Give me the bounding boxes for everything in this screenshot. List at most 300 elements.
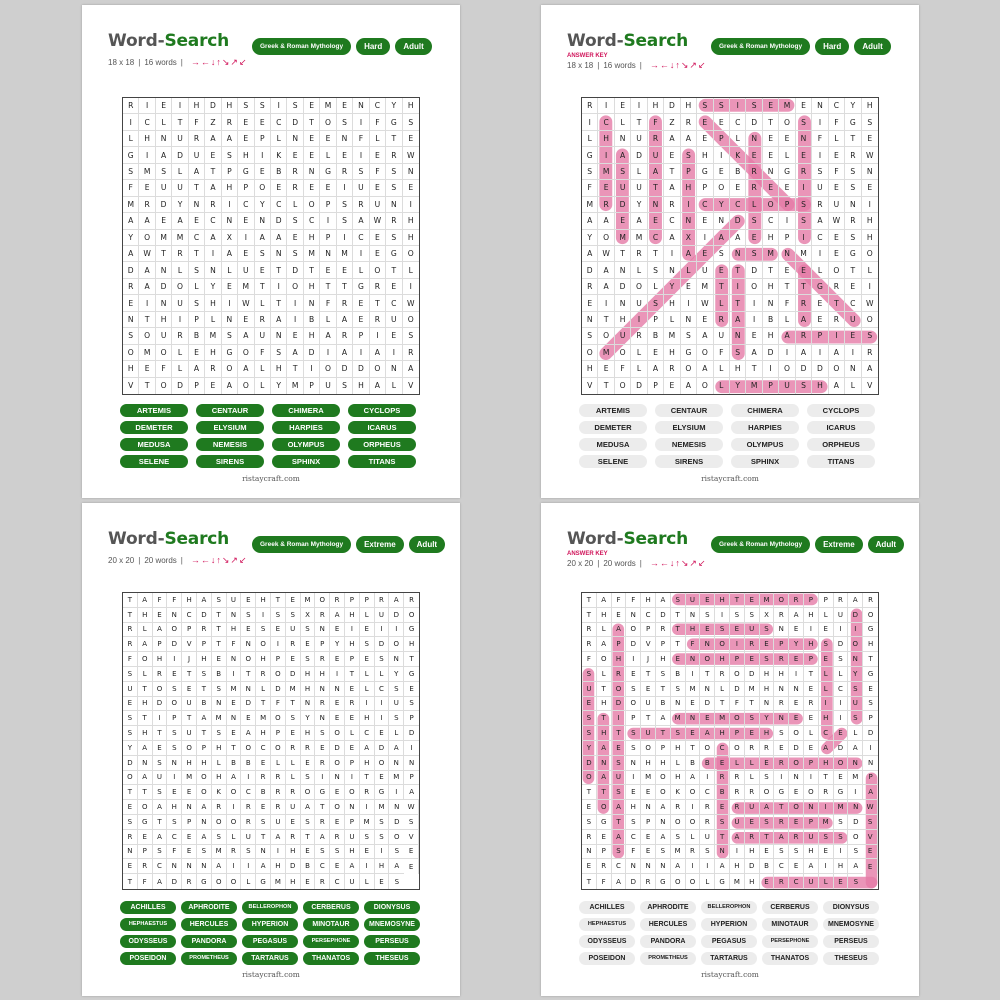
grid-cell: E [301,845,316,860]
grid-cell: E [582,800,597,815]
grid-cell: I [375,697,390,712]
grid-cell: R [182,874,197,889]
grid-cell: E [697,312,713,328]
word-item: SELENE [120,455,188,468]
grid-cell: T [863,652,878,667]
grid-cell: S [582,815,597,830]
grid-cell: A [656,593,671,608]
grid-cell: A [353,213,369,229]
word-count: 16 words [144,58,177,67]
grid-cell: V [867,381,873,391]
grid-cell: M [286,682,301,697]
grid-cell: R [804,697,819,712]
grid-cell: O [612,682,627,697]
grid-cell: L [715,682,730,697]
grid-cell: R [746,164,762,180]
grid-cell: N [686,711,701,726]
grid-cell: S [834,652,849,667]
grid-cell: I [598,147,614,163]
grid-cell: H [286,845,301,860]
grid-cell: A [197,830,212,845]
grid-cell: O [197,785,212,800]
grid-cell: P [138,845,153,860]
grid-cell: E [730,180,746,196]
grid-cell: C [664,213,680,229]
grid-cell: I [862,197,878,213]
grid-cell: L [730,131,746,147]
grid-cell: C [386,295,402,311]
grid-cell: C [360,726,375,741]
grid-cell: N [845,197,861,213]
grid-cell: S [241,608,256,623]
grid-cell: U [804,874,819,889]
grid-cell: A [404,785,419,800]
grid-cell: D [863,726,878,741]
grid-cell: N [189,197,205,213]
grid-cell: H [863,637,878,652]
grid-cell: H [256,593,271,608]
grid-cell: Y [631,197,647,213]
grid-cell: O [597,800,612,815]
tag-list [252,38,432,55]
grid-cell: P [656,637,671,652]
grid-cell: B [730,164,746,180]
footer-site: ristaycraft.com [701,970,759,979]
grid-cell: C [238,197,254,213]
grid-cell: T [153,815,168,830]
grid-cell: T [138,785,153,800]
grid-cell: S [256,623,271,638]
grid-cell: E [789,652,804,667]
grid-cell: E [863,845,878,860]
grid-cell: U [156,180,172,196]
grid-cell: C [370,98,386,114]
grid-cell: I [834,845,849,860]
grid-cell: O [212,874,227,889]
direction-arrows: →←↓↑↘↗↙ [190,555,248,565]
grid-cell: O [686,785,701,800]
grid-cell: G [256,874,271,889]
grid-cell: D [789,741,804,756]
grid-cell: P [304,378,320,394]
grid-cell: D [156,197,172,213]
grid-cell: T [212,623,227,638]
word-item: HEPHAESTUS [120,918,176,931]
grid-cell: S [730,608,745,623]
grid-cell: C [834,682,849,697]
grid-cell: P [804,593,819,608]
grid-cell: R [227,845,242,860]
grid-cell: T [671,623,686,638]
grid-cell: O [686,874,701,889]
grid-cell: S [648,262,664,278]
grid-cell: A [370,345,386,361]
word-item: TARTARUS [242,952,298,965]
grid-cell: E [360,845,375,860]
grid-cell: A [612,623,627,638]
grid-cell: I [353,246,369,262]
grid-cell: S [287,246,303,262]
grid-cell: W [829,213,845,229]
grid-size: 18 x 18 [108,58,135,67]
grid-cell: K [730,147,746,163]
grid-cell: E [804,711,819,726]
grid-cell: O [403,312,419,328]
grid-cell: U [615,328,631,344]
grid-cell: E [153,608,168,623]
grid-cell: M [389,771,404,786]
grid-cell: U [353,180,369,196]
grid-cell: O [241,652,256,667]
grid-cell: R [123,98,139,114]
grid-cell: S [271,608,286,623]
grid-cell: N [205,262,221,278]
tag-theme: Greek & Roman Mythology [711,536,810,553]
grid-cell: T [612,815,627,830]
grid-cell: N [227,652,242,667]
grid-cell: A [197,711,212,726]
grid-cell: S [167,815,182,830]
grid-cell: A [139,262,155,278]
grid-cell: T [671,608,686,623]
grid-cell: E [745,652,760,667]
grid-cell: N [330,682,345,697]
word-list [120,901,425,965]
grid-cell: I [779,213,795,229]
word-item: SELENE [579,455,647,468]
grid-cell: M [212,845,227,860]
grid-cell: S [845,164,861,180]
grid-cell: S [375,815,390,830]
grid-cell: H [360,756,375,771]
grid-cell: H [641,593,656,608]
grid-cell: E [789,697,804,712]
grid-cell: S [241,845,256,860]
grid-cell: A [848,859,863,874]
grid-cell: U [227,593,242,608]
grid-cell: E [256,800,271,815]
grid-cell: G [197,874,212,889]
word-item: ICARUS [807,421,875,434]
grid-cell: N [664,262,680,278]
grid-cell: T [315,800,330,815]
grid-cell: T [656,726,671,741]
grid-cell: F [612,593,627,608]
word-item: ARTEMIS [579,404,647,417]
letter-grid [122,592,420,890]
grid-cell: L [360,608,375,623]
grid-cell: T [212,637,227,652]
grid-cell: S [812,164,828,180]
grid-cell: S [863,697,878,712]
grid-cell: H [212,741,227,756]
grid-cell: N [714,213,730,229]
grid-cell: G [715,874,730,889]
grid-cell: E [238,114,254,130]
grid-cell: I [227,859,242,874]
grid-cell: H [862,213,878,229]
grid-cell: R [287,180,303,196]
grid-cell: R [315,652,330,667]
grid-cell: R [664,361,680,377]
direction-arrows: →←↓↑↘↗↙ [190,57,248,67]
word-count: 20 words [144,556,177,565]
grid-cell: H [656,756,671,771]
grid-cell: N [863,756,878,771]
grid-cell: O [389,830,404,845]
grid-cell: R [774,652,789,667]
grid-cell: R [664,197,680,213]
grid-cell: H [345,845,360,860]
grid-cell: R [370,312,386,328]
grid-cell: N [123,312,139,328]
grid-cell: T [641,667,656,682]
grid-cell: U [615,180,631,196]
grid-cell: E [167,785,182,800]
grid-cell: U [172,180,188,196]
grid-cell: T [774,800,789,815]
grid-cell: E [182,845,197,860]
grid-cell: S [700,845,715,860]
grid-cell: D [271,682,286,697]
word-item: DIONYSUS [823,901,879,914]
grid-cell: O [774,593,789,608]
grid-cell: E [812,312,828,328]
grid-cell: U [848,697,863,712]
grid-cell: M [256,711,271,726]
grid-cell: A [779,328,795,344]
grid-cell: S [123,328,139,344]
grid-cell: G [353,279,369,295]
grid-cell: H [403,98,419,114]
word-item: TITANS [807,455,875,468]
grid-cell: O [746,279,762,295]
grid-cell: E [746,147,762,163]
grid-cell: G [320,164,336,180]
grid-cell: A [370,378,386,394]
grid-cell: E [598,361,614,377]
grid-cell: L [631,164,647,180]
word-item: ELYSIUM [655,421,723,434]
grid-cell: R [700,800,715,815]
grid-cell: E [241,623,256,638]
grid-cell: S [123,667,138,682]
grid-cell: S [656,667,671,682]
grid-cell: A [189,361,205,377]
page-title: Word-Search [567,31,689,51]
grid-cell: D [286,667,301,682]
grid-cell: S [123,726,138,741]
grid-cell: S [360,637,375,652]
grid-cell: I [686,667,701,682]
grid-cell: O [212,815,227,830]
grid-cell: L [746,197,762,213]
footer-site: ristaycraft.com [242,474,300,483]
grid-cell: P [730,652,745,667]
grid-cell: O [167,697,182,712]
grid-cell: M [238,279,254,295]
grid-cell: H [763,279,779,295]
grid-cell: C [763,213,779,229]
grid-cell: A [189,164,205,180]
grid-cell: W [598,246,614,262]
grid-cell: R [789,593,804,608]
grid-cell: A [139,279,155,295]
grid-cell: C [598,114,614,130]
grid-cell: R [370,279,386,295]
grid-cell: N [848,652,863,667]
grid-cell: I [700,859,715,874]
grid-cell: C [167,830,182,845]
word-item: CYCLOPS [348,404,416,417]
grid-cell: O [730,741,745,756]
grid-cell: U [386,312,402,328]
grid-cell: B [763,312,779,328]
grid-cell: P [345,815,360,830]
grid-cell: R [315,874,330,889]
grid-cell: A [648,164,664,180]
grid-cell: F [189,114,205,130]
grid-cell: I [172,312,188,328]
grid-cell: P [819,593,834,608]
tag-difficulty: Hard [815,38,849,55]
grid-cell: S [715,623,730,638]
grid-cell: Y [789,637,804,652]
grid-cell: H [345,637,360,652]
grid-cell: A [804,859,819,874]
grid-cell: L [403,262,419,278]
grid-cell: I [222,197,238,213]
grid-cell: M [848,771,863,786]
grid-cell: F [255,345,271,361]
grid-cell: T [182,711,197,726]
grid-cell: W [370,213,386,229]
grid-cell: O [304,197,320,213]
grid-cell: S [212,682,227,697]
grid-cell: R [241,800,256,815]
grid-cell: R [631,246,647,262]
word-item: PERSEPHONE [303,935,359,948]
grid-cell: I [845,345,861,361]
grid-cell: E [287,147,303,163]
grid-cell: T [582,608,597,623]
grid-cell: R [863,593,878,608]
grid-cell: I [700,771,715,786]
grid-cell: H [403,213,419,229]
grid-cell: A [389,859,404,874]
grid-cell: S [582,164,598,180]
grid-cell: E [760,637,775,652]
grid-cell: A [697,361,713,377]
grid-cell: H [597,608,612,623]
grid-cell: E [370,180,386,196]
word-item: ARTEMIS [120,404,188,417]
grid-cell: A [829,378,845,394]
grid-cell: H [641,756,656,771]
word-item: HARPIES [731,421,799,434]
grid-cell: C [789,874,804,889]
grid-cell: P [626,711,641,726]
grid-cell: S [746,98,762,114]
grid-cell: S [167,726,182,741]
word-count: 20 words [603,559,636,568]
grid-cell: C [271,114,287,130]
word-item: CHIMERA [731,404,799,417]
grid-cell: H [819,756,834,771]
grid-cell: H [375,859,390,874]
grid-cell: M [375,800,390,815]
grid-cell: L [370,131,386,147]
grid-cell: E [345,741,360,756]
grid-cell: S [315,726,330,741]
grid-cell: D [287,262,303,278]
grid-cell: E [641,682,656,697]
grid-cell: F [582,180,598,196]
grid-cell: R [582,98,598,114]
grid-cell: E [671,652,686,667]
grid-cell: S [222,147,238,163]
grid-cell: N [686,608,701,623]
letter-grid [122,97,420,395]
grid-cell: O [656,785,671,800]
grid-cell: N [389,652,404,667]
grid-cell: B [648,328,664,344]
grid-cell: O [320,361,336,377]
grid-cell: I [222,295,238,311]
grid-cell: C [205,213,221,229]
grid-cell: B [197,697,212,712]
grid-cell: G [375,785,390,800]
grid-cell: T [582,593,597,608]
grid-cell: S [386,164,402,180]
tag-theme: Greek & Roman Mythology [252,38,351,55]
grid-cell: T [648,246,664,262]
grid-cell: A [597,637,612,652]
grid-cell: N [597,756,612,771]
grid-cell: L [389,726,404,741]
grid-cell: R [212,800,227,815]
grid-cell: I [812,246,828,262]
grid-cell: E [189,213,205,229]
grid-cell: S [315,845,330,860]
grid-cell: N [315,711,330,726]
grid-cell: G [656,874,671,889]
grid-cell: U [829,197,845,213]
grid-cell: I [315,771,330,786]
grid-cell: K [671,785,686,800]
grid-cell: E [582,295,598,311]
grid-cell: R [337,328,353,344]
grid-cell: A [598,213,614,229]
grid-cell: S [360,830,375,845]
grid-cell: S [123,711,138,726]
grid-cell: I [779,345,795,361]
grid-cell: I [848,623,863,638]
grid-cell: A [360,741,375,756]
grid-cell: A [139,213,155,229]
grid-cell: S [337,378,353,394]
grid-cell: E [700,711,715,726]
grid-cell: I [598,98,614,114]
grid-cell: G [834,785,849,800]
grid-cell: T [172,114,188,130]
grid-cell: I [834,697,849,712]
grid-cell: U [255,328,271,344]
grid-cell: L [700,874,715,889]
grid-cell: O [671,874,686,889]
grid-cell: O [167,623,182,638]
grid-cell: G [404,623,419,638]
